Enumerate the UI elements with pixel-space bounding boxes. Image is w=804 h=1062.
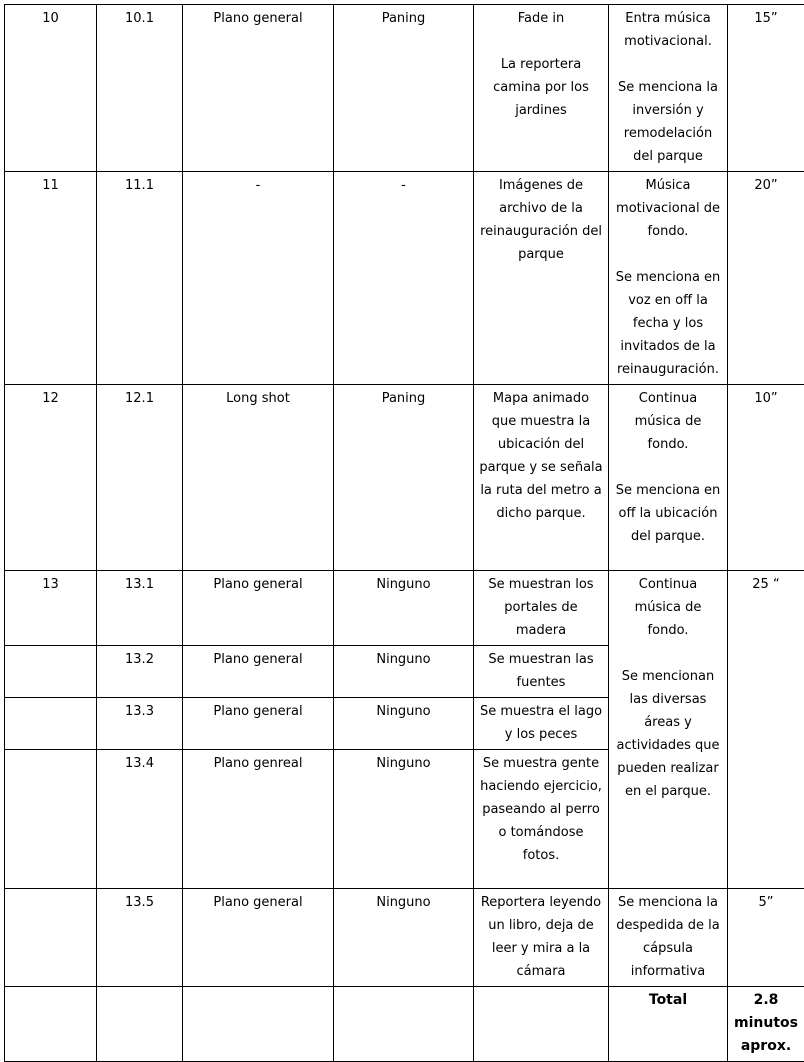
table-row <box>5 172 804 385</box>
video-cell: Fade in La reportera camina por los jardines <box>474 5 609 172</box>
duracion-cell: 25 “ <box>728 571 804 889</box>
video-cell: Se muestran los portales de madera <box>474 571 609 646</box>
plano-cell: Plano general <box>183 571 334 646</box>
audio-cell: Música motivacional de fondo. Se menciona en voz en off la fecha y los invitados de la reinauguración. <box>609 172 728 385</box>
empty-cell <box>474 987 609 1062</box>
duracion-cell: 15” <box>728 5 804 172</box>
audio-cell: Continua música de fondo. Se menciona en off la ubicación del parque. <box>609 385 728 571</box>
audio-cell: Se menciona la despedida de la cápsula informativa <box>609 889 728 987</box>
empty-cell <box>97 987 183 1062</box>
duracion-cell: 10” <box>728 385 804 571</box>
table-row <box>5 889 804 987</box>
table-row <box>5 5 804 172</box>
audio-cell: Continua música de fondo. Se mencionan las diversas áreas y actividades que pueden realizar en el parque. <box>609 571 728 889</box>
total-label: Total <box>609 987 728 1062</box>
plano-cell: Plano general <box>183 5 334 172</box>
toma-cell: 13.4 <box>97 750 183 889</box>
movimiento-cell: Ninguno <box>334 571 474 646</box>
empty-cell <box>334 987 474 1062</box>
escena-cell <box>5 646 97 698</box>
table-row <box>5 385 804 571</box>
video-cell: Se muestran las fuentes <box>474 646 609 698</box>
video-cell: Imágenes de archivo de la reinauguración del parque <box>474 172 609 385</box>
movimiento-cell: Paning <box>334 385 474 571</box>
total-value: 2.8 minutos aprox. <box>728 987 804 1062</box>
duracion-cell: 5” <box>728 889 804 987</box>
empty-cell <box>5 987 97 1062</box>
movimiento-cell: - <box>334 172 474 385</box>
duracion-cell: 20” <box>728 172 804 385</box>
plano-cell: Plano general <box>183 889 334 987</box>
movimiento-cell: Ninguno <box>334 646 474 698</box>
movimiento-cell: Paning <box>334 5 474 172</box>
plano-cell: Plano general <box>183 646 334 698</box>
escena-cell: 13 <box>5 571 97 646</box>
escena-cell: 10 <box>5 5 97 172</box>
movimiento-cell: Ninguno <box>334 889 474 987</box>
toma-cell: 13.2 <box>97 646 183 698</box>
escena-cell <box>5 698 97 750</box>
empty-cell <box>183 987 334 1062</box>
toma-cell: 10.1 <box>97 5 183 172</box>
escena-cell <box>5 889 97 987</box>
escena-cell: 11 <box>5 172 97 385</box>
escena-cell <box>5 750 97 889</box>
movimiento-cell: Ninguno <box>334 750 474 889</box>
video-cell: Reportera leyendo un libro, deja de leer y mira a la cámara <box>474 889 609 987</box>
table-row <box>5 571 804 646</box>
toma-cell: 11.1 <box>97 172 183 385</box>
plano-cell: Plano general <box>183 698 334 750</box>
audio-cell: Entra música motivacional. Se menciona la inversión y remodelación del parque <box>609 5 728 172</box>
video-cell: Se muestra gente haciendo ejercicio, paseando al perro o tomándose fotos. <box>474 750 609 889</box>
toma-cell: 13.5 <box>97 889 183 987</box>
toma-cell: 12.1 <box>97 385 183 571</box>
toma-cell: 13.3 <box>97 698 183 750</box>
script-table <box>4 4 804 1062</box>
total-row <box>5 987 804 1062</box>
plano-cell: - <box>183 172 334 385</box>
toma-cell: 13.1 <box>97 571 183 646</box>
escena-cell: 12 <box>5 385 97 571</box>
plano-cell: Long shot <box>183 385 334 571</box>
video-cell: Mapa animado que muestra la ubicación del parque y se señala la ruta del metro a dicho parque. <box>474 385 609 571</box>
video-cell: Se muestra el lago y los peces <box>474 698 609 750</box>
movimiento-cell: Ninguno <box>334 698 474 750</box>
plano-cell: Plano genreal <box>183 750 334 889</box>
